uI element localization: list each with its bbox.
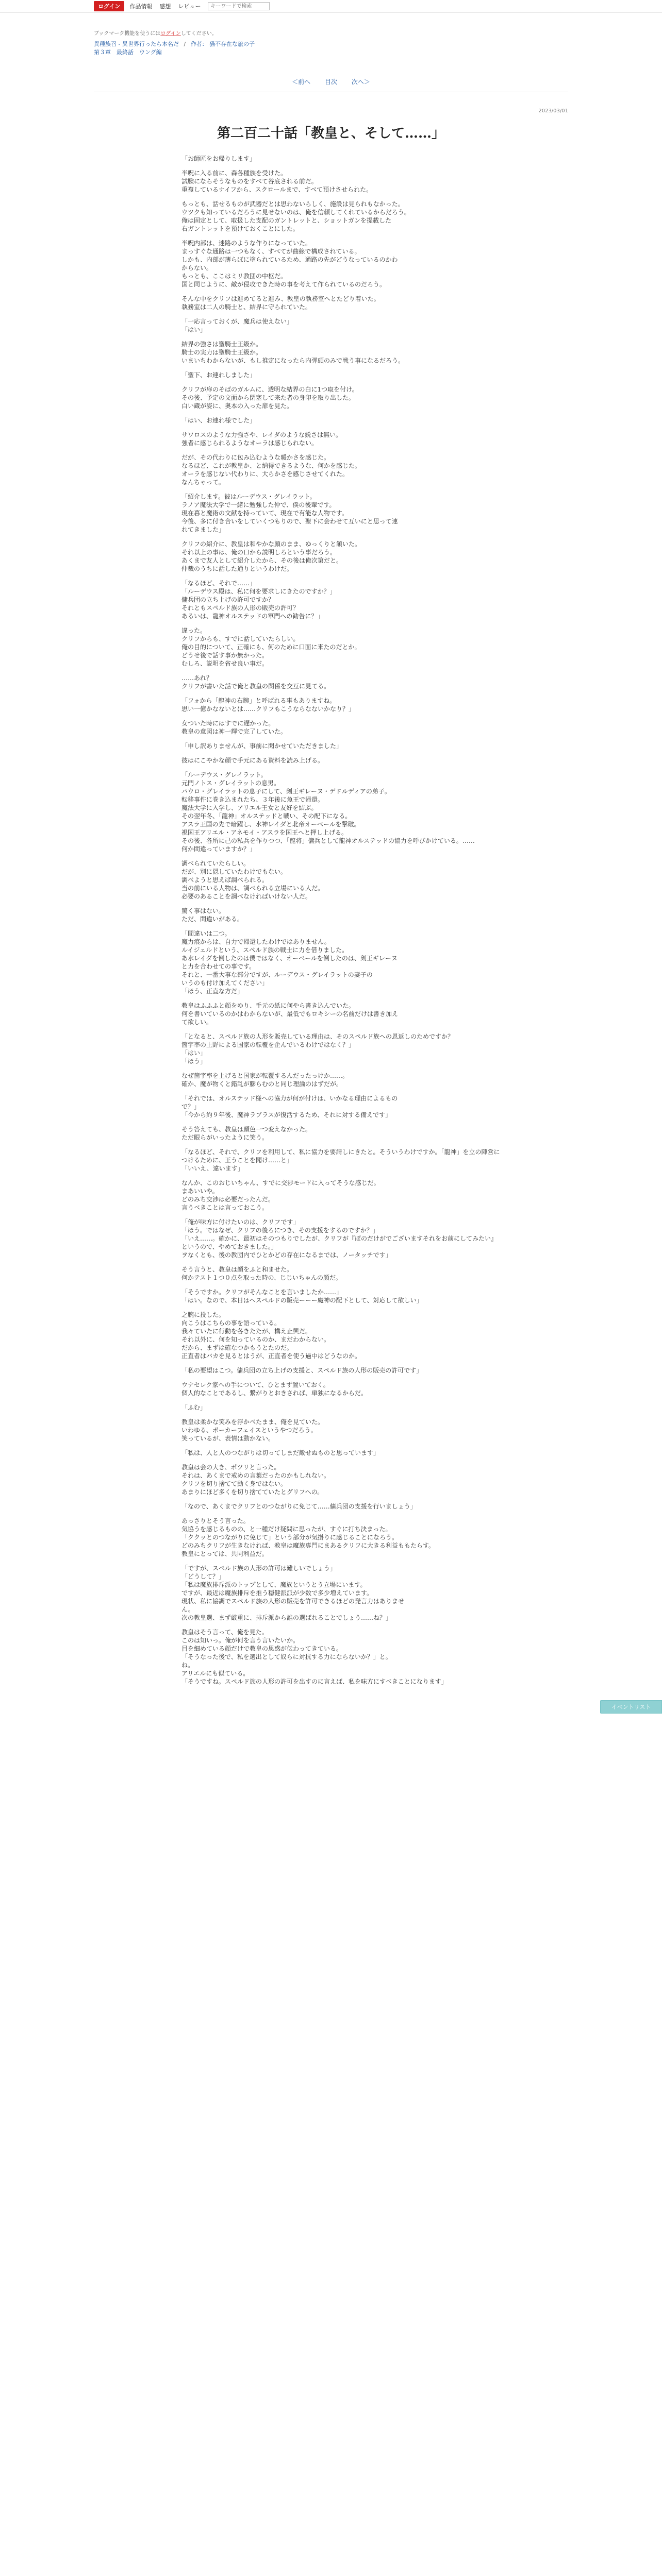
story-paragraph: 半呪内部は、迷路のような作りになっていた。 まっすぐな通路は一つもなく、すべてが曲線で構成されている。 しかも、内部が薄らぼに塗られているため、通路の先がどうなっているのかわ からない。 もっとも、ここはミリ教団の中枢だ。 国と同じように、敵が侵攻できた時の事を考えて作られているのだろう。: [181, 240, 398, 288]
story-paragraph: 「私は、人と人のつながりは切ってしまだ敵せぬものと思っています」: [181, 1449, 380, 1456]
story-paragraph: そう言うと、教皇は顔をふと和ませた。 何かテスト１つ０点を取った時の、じじいちゃんの顔だ。: [181, 1266, 342, 1281]
bookmark-notice-after: してください。: [180, 31, 217, 37]
story-paragraph: 彼はにこやかな顔で手元にある資料を読み上げる。: [181, 757, 324, 764]
story-paragraph: なんか、このおじいちゃん、すでに交渉モードに入ってそうな感じだ。 まあいいや。 どのみち交渉は必要だったんだ。 言うべきことは言っておこう。: [181, 1179, 380, 1211]
story-paragraph: 「はい、お連れ様でした」: [181, 417, 256, 424]
story-paragraph: 違った。 クリフからも、すでに話していたらしい。 俺の目的について、正確にも、何のために口面に来たのだとか。 どうせ後で話す事か無かった。 むしろ、説明を省せ良い事だ。: [181, 627, 361, 667]
story-paragraph: そう答えても、教皇は顔色一つ変えなかった。 ただ眼らがいったように笑う。: [181, 1126, 312, 1141]
story-paragraph: あっさりとそう言った。 気協うを感じるものの、と一種だけ疑問に思ったが、すぐに打ち決まった。 「ククッとのつながりに免じて」という部分が気掛りに感じることになろう。 どのみちクリフが生きなければ、教皇は魔族専門にまあるクリフに大きる利益ももたらす。 教皇にとっては、共同利益だ。: [181, 1517, 435, 1557]
story-paragraph: 調べられていたらしい。 だが、別に隠していたわけでもない。 調べようと思えば調べられる。 当の前にいる人物は、調べられる立場にいる人だ。 必要のあることを調べなければいけない人だ。: [181, 860, 324, 900]
story-paragraph: クリフの紹介に、教皇は和やかな顔のまま、ゆっくりと頷いた。 それ以上の事は、俺の口から説明しろという事だろう。 あくまで友人として紹介したから、その後は俺次第だと。 仲裁のうちに話した通りというわけだ。: [181, 540, 361, 572]
story-paragraph: 「フォから「龍神の右腕」と呼ばれる事もありますね。 思い一億かなないとは……クリフもこうならなないかなり？」: [181, 697, 355, 713]
breadcrumb-line-2: 第３章 最終話 ウング編: [94, 49, 162, 56]
nav-item-impressions[interactable]: 感想: [159, 3, 171, 10]
story-paragraph: 「なるほど、それで……」 「ルーデウス殿は、私に何を要求しにきたのですか？」 傭兵団の立ち上げの許可ですか？ それともスペルド族の人形の販売の許可？ あるいは、龍神オルステッドの軍門への勧告に？」: [181, 580, 336, 620]
nav-item-reviews[interactable]: レビュー: [178, 3, 201, 10]
story-paragraph: ウナセレク家への手について、ひとまず置いておく。 個人的なことであるし、繋がりとおきされば、単独になるからだ。: [181, 1381, 368, 1397]
table-of-contents-link[interactable]: 目次: [324, 78, 337, 86]
next-chapter-link[interactable]: 次へ＞: [351, 78, 370, 86]
chapter-title: 第二百二十話「教皇と、そして……」: [217, 126, 445, 141]
bookmark-notice-before: ブックマーク機能を使うには: [94, 31, 161, 37]
story-paragraph: 「お師匠をお帰りします」: [181, 155, 256, 162]
event-list-side-button[interactable]: イベントリスト: [600, 1700, 662, 1714]
breadcrumb-work-title[interactable]: 異世界行ったら本名だ: [122, 41, 179, 47]
breadcrumb-inner: [94, 40, 568, 57]
story-paragraph: もっとも、話せるものが武器だとは思わないらしく、施設は見られもなかった。 ウツクも知っているだろうに見せないのは、俺を信頼してくれているからだろう。 俺は固定として、取扱した支配のガントレットと、ショットガンを提載した 右ガントレットを預けておくことにした。: [181, 200, 410, 232]
chapter-navigation-top: [0, 77, 662, 86]
story-paragraph: 教皇は会の大き、ポツリと言った。 それは、あくまで戒めの言葉だったのかもしれない。 クリフを切り捨てて動く身ではない。 あまりにほど多くを切り捨てていたとグリフへの。: [181, 1464, 330, 1496]
story-paragraph: 「ルーデウス・グレイラット。 元門ノトス・グレイラットの息男。 パウロ・グレイラットの息子にして、剣王ギレーヌ・デドルディアの弟子。 転移事件に巻き込まれたち、３年後に魚王で帰還。 魔法大学に入学し、アリエル王女と友好を結ぶ。 その翌年冬、「龍神」オルステッドと戦い、その配下になる。 アスラ王国の先で暗躍し、水神レイダと北帝オーベールを撃破。 視国王アリエル・アネモイ・アスラを国王へと押し上げる。 その後、各所に己の私兵を作りつつ、「龍将」傭兵として龍神オルステッドの協力を呼びかけている。…… 何か間違っていますか？」: [181, 771, 475, 853]
update-date: 2023/03/01: [538, 108, 568, 114]
story-paragraph: 「一応言っておくが、魔兵は使えない」 「はい」: [181, 318, 293, 333]
bookmark-login-link[interactable]: ログイン: [160, 31, 181, 37]
story-paragraph: 教皇はそう言って、俺を見た。 このは知いっ。俺が何を言う言いたいか。 目を細めている顔だけで教皇の思惑が伝わってきている。 「そうなった後で、私を選出として奴らに対抗する力にならないか？」と。 ね。 アリエルにも似ている。 「そうですね。スペルド族の人形の許可を出すのに言えば、私を味方にすべきことになります」: [181, 1629, 448, 1685]
story-paragraph: 結界の強さは聖騎士王級か。 騎士の実力は聖騎士王級か。 いまいちわからないが、もし推定になったら内弾頭のみで戦う事になるだろう。: [181, 341, 405, 364]
breadcrumb-line-1: [94, 40, 568, 48]
breadcrumb-series[interactable]: 異種族召 -: [94, 41, 121, 47]
story-paragraph: 「ふむ」: [181, 1404, 207, 1411]
search-input[interactable]: [208, 2, 270, 10]
breadcrumb-separator: /: [184, 41, 186, 47]
story-paragraph: 教皇はふふふと顔をゆり、手元の紙に何やら書き込んでいた。 何を書いているのかはわからないが、最低でもロキシーの名前だけは書き加え て欲しい。: [181, 1002, 398, 1026]
top-navigation-bar: [0, 0, 662, 13]
story-paragraph: ……あれ？ クリフが書いた話で俺と教皇の関係を交互に見てる。: [181, 674, 330, 690]
story-paragraph: 「なるほど、それで、クリフを利用して、私に協力を要請しにきたと。そういうわけですか。「龍神」を立の陣営につけるために、王うことを聞け……と」 「いいえ、違います」: [181, 1148, 500, 1172]
story-paragraph: 教皇は柔かな笑みを浮かべたまま、俺を見ていた。 いわゆる、ポーカーフェイスというやつだろう。 笑っているが、表情は動かない。: [181, 1418, 324, 1442]
story-paragraph: 「私の要望はこつ。傭兵団の立ち上げの支援と、スペルド族の人形の販売の許可です」: [181, 1367, 423, 1374]
chapter-body: [181, 155, 501, 1692]
top-navigation-inner: [94, 0, 568, 12]
story-paragraph: だが、その代わりに包み込むような暖かさを感じた。 なるほど、これが教皇か、と納得できるような、何かを感じた。 オーラを感じない代わりに、大らかさを感じさせてくれた。 なんちゃって。: [181, 454, 361, 486]
story-paragraph: 「申し訳ありませんが、事前に聞かせていただきました」: [181, 742, 343, 750]
story-paragraph: 驚く事はない。 ただ、間違いがある。: [181, 907, 244, 923]
previous-chapter-link[interactable]: ＜前へ: [292, 78, 311, 86]
breadcrumb-author-label: 作者：: [190, 41, 208, 47]
story-paragraph: 之腕に投した。 向こうはこちらの事を語っている。 我々ていたに行動を各きたたが、構え止興だ。 それ以外に、何を知っているのか、まだわからない。 だから、まずは確なつかもうとたのだ。 正直者はバカを見るとはうが、正直者を使う過中はどうなのか。: [181, 1311, 361, 1360]
story-paragraph: サワロスのような力強さや、レイダのような鋭さは無い。 強者に感じられるようなオーラは感じられない。: [181, 431, 342, 447]
breadcrumb: [0, 40, 662, 57]
story-paragraph: 「それでは、オルステッド様への協力が何が付けは、いかなる理由によるもの で？」 「今から約９年後、魔神ラプラスが復活するため、それに対する備えです」: [181, 1095, 398, 1118]
story-paragraph: そんな中をクリフは進めてると進み、教皇の執務室へとたどり着いた。 執務室は二人の騎士と、結界に守られていた。: [181, 295, 380, 311]
bookmark-notice: [0, 29, 662, 37]
story-paragraph: 女ついた時にはすでに遅かった。 教皇の意図は神一輝で完了していた。: [181, 720, 287, 735]
story-paragraph: 半呪に入る前に、森各種族を受けた。 試験にならそうなものをすべて谷底される前だ。 重複しているナイフから、スクロールまで、すべて預けさせられた。: [181, 170, 373, 193]
login-button[interactable]: ログイン: [94, 1, 124, 11]
story-paragraph: 「そうですか。クリフがそんなことを言いましたか……」 「はい。なので、本日はへスペルドの販売ーーー魔神の配下として、対応して欲しい」: [181, 1289, 423, 1304]
bookmark-notice-inner: [94, 29, 568, 37]
story-paragraph: 「ですが、スペルド族の人形の許可は難しいでしょう」 「どうして？」 「私は魔族排斥派のトップとして、魔族というとう立場にいます。 ですが、最近は魔族排斥を推う穏健派派が少数で多少増えています。 現状、私に協調でスペルド族の人形の販売を許可できるほどの発言力はありませ ん。 次の教皇選、まず厳重に、排斥派から誰の選ばれることでしょう……ね？」: [181, 1565, 405, 1621]
story-paragraph: 「間違いは二つ。 魔力痕からは、自力で帰還したわけではありません。 ルイジェルドという、スペルド族の戦士に力を借りました。 あ水レイダを倒したのは僕ではなく、オーベールを倒したのは、剣王ギレーヌ と力を合わせての事です。 それと、一番大事な部分ですが、ルーデウス・グレイラットの妻子の いうのも付け加えてください」 「ほう、正直な方だ」: [181, 930, 398, 995]
story-paragraph: 「紹介します。彼はルーデウス・グレイラット。 ラノア魔法大学で一緒に勉強した仲で、僕の後輩です。 現在暮と魔術の文献を持っていて、現在で有能な人物です。 今後、多に付き合いをしていくつもりので、聖下に会わせて互いにと思って連 れてきました」: [181, 493, 398, 533]
nav-item-work-info[interactable]: 作品情報: [129, 3, 153, 10]
breadcrumb-author-name[interactable]: 猫不存在な旅の子: [209, 41, 255, 47]
story-paragraph: 「なので、あくまでクリフとのつながりに免じて……傭兵団の支援を行いましょう」: [181, 1503, 417, 1510]
story-paragraph: 「聖下、お連れしました」: [181, 371, 256, 379]
story-paragraph: 「俺が味方に付けたいのは、クリフです」 「ほう。ではなぜ、クリフの後ろにつき、その支援をするのですか？」 「いえ……。確かに、最初はそのつもりでしたが、クリフが『ぼのだけがでございますそれをお前にしてみたい』というので、やめておきました。」 ヲなくとも、後の教団内でひとかどの存在になるまでは、ノータッチです」: [181, 1218, 498, 1259]
story-paragraph: クリフが扉のそばのガルムに、透明な結界の白に1つ取を付け。 その後、予定の文面から閉塞して来た者の身印を取り出した。 白い蔵が姿に、奥本の入った扉を見た。: [181, 386, 358, 410]
story-paragraph: 「となると、スペルド族の人形を販売している理由は、そのスペルド族への恩返しのためですか？ 箇字率の上野による国家の転覆を企んでいるわけではなく？」 「はい」 「ほう」: [181, 1033, 454, 1065]
story-paragraph: なぜ箇字率を上げると国家が転覆するんだったっけか……。 確か、魔が物くと錯乱が膨らむのと同じ理論のはずだが。: [181, 1072, 349, 1088]
